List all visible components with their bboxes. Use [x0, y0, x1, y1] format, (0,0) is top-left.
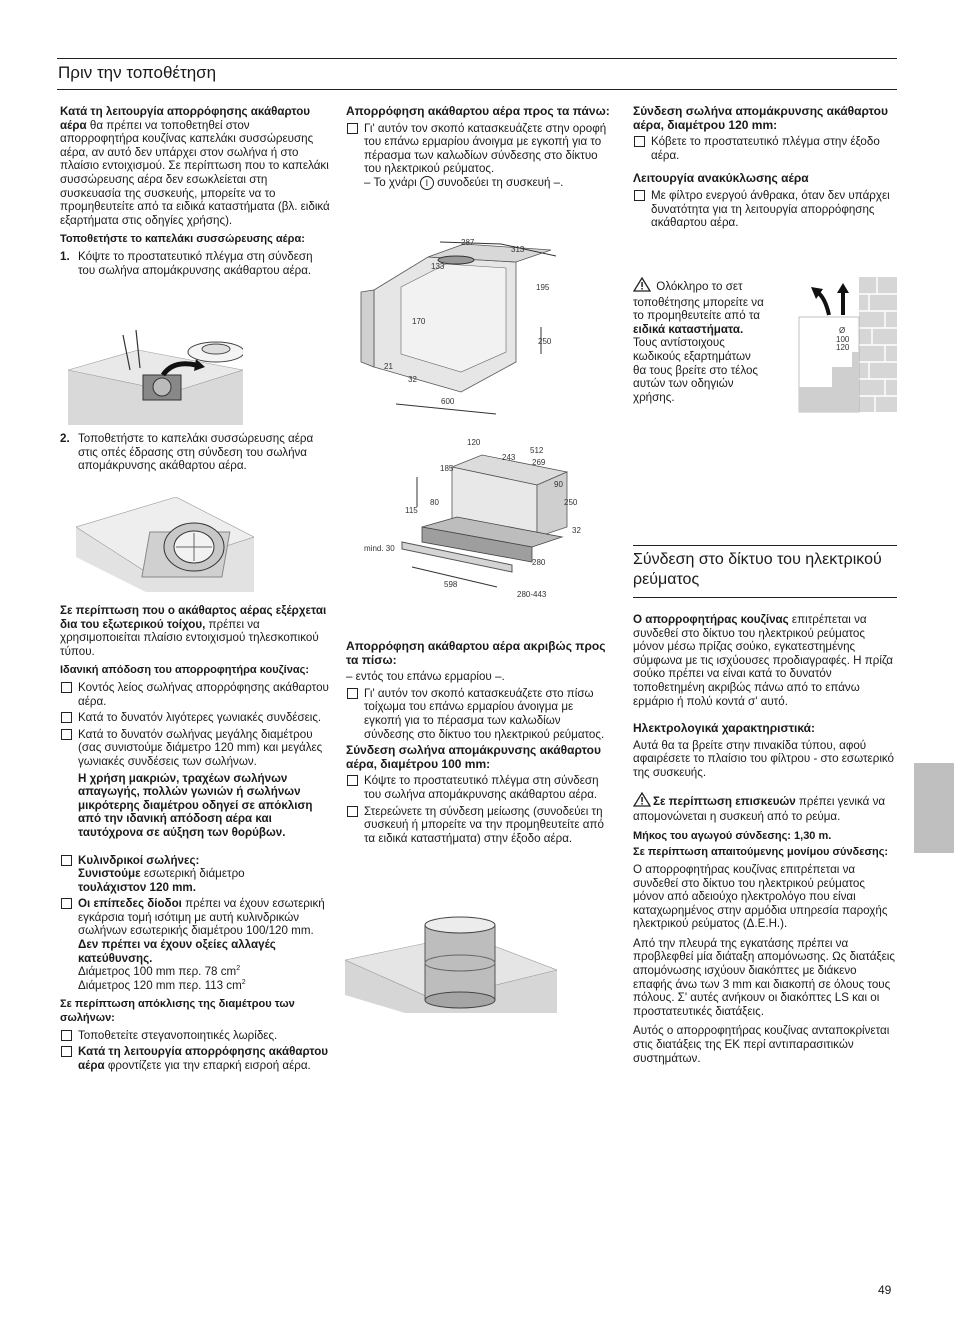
- wall-paragraph: Σε περίπτωση που ο ακάθαρτος αέρας εξέρχεται δια του εξωτερικού τοίχου, πρέπει να χρησιμοποιείται πλαίσιο εντοιχισμού τηλεσκοπικού τύπου.: [60, 604, 327, 658]
- checkbox-icon: [61, 898, 72, 909]
- dim-195: 195: [536, 283, 550, 292]
- dim-133: 133: [431, 262, 445, 271]
- section-rule: [633, 597, 897, 598]
- deviation-heading: Σε περίπτωση απόκλισης της διαμέτρου των σωλήνων:: [60, 998, 295, 1025]
- dim-100: 100: [836, 335, 850, 344]
- upward-heading: Απορρόφηση ακάθαρτου αέρα προς τα πάνω:: [346, 104, 610, 118]
- checkbox-icon: [347, 806, 358, 817]
- dim-269: 269: [532, 458, 546, 467]
- checkbox-icon: [634, 136, 645, 147]
- backward-heading: Απορρόφηση ακάθαρτου αέρα ακριβώς προς τα πίσω:: [346, 639, 606, 667]
- dim-185: 185: [440, 464, 454, 473]
- title-rule: [57, 89, 897, 90]
- page-number: 49: [878, 1283, 892, 1297]
- permanent-heading: Σε περίπτωση απαιτούμενης μονίμου σύνδεσης:: [633, 846, 889, 859]
- checkbox-icon: [347, 688, 358, 699]
- dim-243: 243: [502, 453, 516, 462]
- column-3: [633, 105, 895, 233]
- dim-600: 600: [441, 397, 455, 406]
- ideal-note: Η χρήση μακριών, τραχέων σωλήνων απαγωγής, πολλών γωνιών ή σωλήνων μικρότερης διαμέτρου οδηγεί σε απόκλιση από την ιδανική απόδοση αέρα και ταυτόχρονα σε αύξηση των θορύβων.: [78, 771, 313, 839]
- ideal-item: Κοντός λείος σωλήνας απορρόφησης ακάθαρτου αέρα.: [60, 681, 330, 708]
- backward-sub: – εντός του επάνω ερμαρίου –.: [346, 670, 505, 684]
- cabinet-cutout-diagram: [356, 232, 578, 422]
- permanent-paragraph-3: Αυτός ο απορροφητήρας κουζίνας ανταποκρίνεται στις διατάξεις της ΕΚ περί αντιπαρασιτικών συστημάτων.: [633, 1024, 890, 1065]
- column-3-b: [633, 613, 895, 1071]
- reducer-illustration: [345, 915, 557, 1013]
- duct-100-heading: Σύνδεση σωλήνα απομάκρυνσης ακάθαρτου αέρα, διαμέτρου 100 mm:: [346, 743, 601, 771]
- specs-heading: Ηλεκτρολογικά χαρακτηριστικά:: [633, 721, 816, 736]
- duct-100-item: Στερεώνετε τη σύνδεση μείωσης (συνοδεύει τη συσκευή ή μπορείτε να την προμηθευτείτε από τα ειδικά καταστήματα) στην έξοδο αέρα.: [346, 805, 610, 846]
- template-icon: I: [420, 176, 434, 190]
- dim-120: 120: [836, 343, 850, 352]
- side-tab: [914, 763, 954, 853]
- electric-paragraph: Ο απορροφητήρας κουζίνας επιτρέπεται να συνδεθεί στο δίκτυο του ηλεκτρικού ρεύματος μόνον μέσω πρίζας σούκο, εγκατεστημένης σύμφωνα με τις ισχύουσες προδιαγραφές. Η πρίζα σούκο πρέπει να είναι κατά το δυνατόν τοποθετημένη ακριβώς πάνω από το επάνω ερμάριο ή πολύ κοντά σ' αυτό.: [633, 613, 893, 708]
- specs-paragraph: Αυτά θα τα βρείτε στην πινακίδα τύπου, αφού αφαιρέσετε το πλαίσιο του φίλτρου - στο εσωτερικό της συσκευής.: [633, 738, 894, 779]
- warning-icon: [633, 277, 651, 296]
- deviation-item: Κατά τη λειτουργία απορρόφησης ακάθαρτου αέρα φροντίζετε για την επαρκή εισροή αέρα.: [60, 1045, 330, 1072]
- column-1-b: [60, 432, 330, 477]
- column-1-c: [60, 604, 330, 1075]
- checkbox-icon: [634, 190, 645, 201]
- dim-280: 280: [532, 558, 546, 567]
- dim-115: 115: [405, 506, 418, 515]
- checkbox-icon: [61, 682, 72, 693]
- wall-duct-illustration: [797, 277, 897, 417]
- step-2: 2. Τοποθετήστε το καπελάκι συσσώρευσης αέρα στις οπές έδρασης στη σύνδεση του σωλήνα απομάκρυνσης ακάθαρτου αέρα.: [60, 432, 314, 473]
- kit-note: Ολόκληρο το σετ τοποθέτησης μπορείτε να το προμηθευτείτε από τα ειδικά καταστήματα. Τους αντίστοιχους κωδικούς εξαρτημάτων θα τους βρείτε στο τέλος αυτών των οδηγιών χρήσης.: [633, 277, 765, 404]
- checkbox-icon: [61, 1046, 72, 1057]
- dim-32: 32: [572, 526, 581, 535]
- checkbox-icon: [347, 123, 358, 134]
- repair-warning: Σε περίπτωση επισκευών πρέπει γενικά να απομονώνεται η συσκευή από το ρεύμα.: [633, 792, 895, 824]
- hood-dimension-diagram: [362, 437, 592, 612]
- dim-80: 80: [430, 498, 439, 507]
- checkbox-icon: [347, 775, 358, 786]
- ideal-item: Κατά το δυνατόν λιγότερες γωνιακές συνδέσεις.: [60, 711, 330, 725]
- column-2-b: [346, 640, 610, 848]
- top-rule: [57, 58, 897, 59]
- cap-fitting-illustration: [68, 330, 243, 425]
- dim-mind-30: mind. 30: [364, 544, 395, 553]
- column-2: [346, 105, 610, 193]
- ideal-heading: Ιδανική απόδοση του απορροφητήρα κουζίνας:: [60, 664, 309, 677]
- dim-32: 32: [408, 375, 417, 384]
- checkbox-icon: [61, 1030, 72, 1041]
- dim-280-443: 280-443: [517, 590, 547, 599]
- section-rule: [633, 545, 897, 546]
- dim-598: 598: [444, 580, 458, 589]
- page-title: Πριν την τοποθέτηση: [58, 63, 217, 82]
- dim-21: 21: [384, 362, 393, 371]
- dim-90: 90: [554, 480, 563, 489]
- checkbox-icon: [61, 729, 72, 740]
- column-1: [60, 105, 330, 281]
- dim-512: 512: [530, 446, 544, 455]
- recirculation-heading: Λειτουργία ανακύκλωσης αέρα: [633, 171, 809, 186]
- duct-120-item: Κόβετε το προστατευτικό πλέγμα στην έξοδο αέρα.: [633, 135, 895, 162]
- warning-icon: [633, 792, 651, 811]
- fit-heading: Τοποθετήστε το καπελάκι συσσώρευσης αέρα:: [60, 233, 305, 246]
- dim-313: 313: [511, 245, 525, 254]
- checkbox-icon: [61, 712, 72, 723]
- duct-120-heading: Σύνδεση σωλήνα απομάκρυνσης ακάθαρτου αέρα, διαμέτρου 120 mm:: [633, 104, 888, 132]
- upward-item: Γι' αυτόν τον σκοπό κατασκευάζετε στην οροφή του επάνω ερμαρίου άνοιγμα με εγκοπή για το πέρασμα των καλωδίων σύνδεσης στο δίκτυο του ηλεκτρικού ρεύματος. – Το χνάρι I συνοδεύει τη συσκευή –.: [346, 122, 610, 190]
- dim-250: 250: [538, 337, 552, 346]
- dim-287: 287: [461, 238, 475, 247]
- dim-250: 250: [564, 498, 578, 507]
- recirculation-item: Με φίλτρο ενεργού άνθρακα, όταν δεν υπάρχει δυνατότητα για τη λειτουργία απορρόφησης ακάθαρτου αέρα.: [633, 189, 895, 230]
- checkbox-icon: [61, 855, 72, 866]
- ideal-item: Κατά το δυνατόν σωλήνας μεγάλης διαμέτρου (σας συνιστούμε διάμετρο 120 mm) και μεγάλες γωνιακές συνδέσεις των σωλήνων.: [60, 728, 330, 769]
- flat-duct-item: Οι επίπεδες δίοδοι πρέπει να έχουν εσωτερική εγκάρσια τομή ισότιμη με αυτή κυλινδρικών σωλήνων εσωτερικής διαμέτρου 100/120 mm. Δεν πρέπει να έχουν οξείες αλλαγές κατεύθυνσης. Διάμετρος 100 mm περ. 78 $cm^2$ Διάμετρος 120 mm περ. 113 $cm^2$: [60, 897, 330, 992]
- permanent-paragraph-1: Ο απορροφητήρας κουζίνας επιτρέπεται να συνδεθεί στο δίκτυο του ηλεκτρικού ρεύματος μόνον από αδειούχο ηλεκτρολόγο που είναι καταχωρημένος στην αρμόδια υπηρεσία παροχής ηλεκτρικού ρεύματος (Δ.Ε.Η.).: [633, 862, 888, 931]
- dim-170: 170: [412, 317, 426, 326]
- intro-paragraph: Κατά τη λειτουργία απορρόφησης ακάθαρτου αέρα θα πρέπει να τοποθετηθεί στον απορροφητήρα κουζίνας καπελάκι συσσώρευσης αέρα, αν αυτό δεν υπάρχει στον σωλήνα ή στο πλαίσιο εντοιχισμού. Σε περίπτωση που το καπελάκι συσσώρευσης αέρα δεν εσωκλείεται στη συσκευασία της συσκευής, μπορείτε να το προμηθευτείτε από τα ειδικά καταστήματα (βλ. ειδικά εξαρτήματα στις οδηγίες χρήσης).: [60, 105, 330, 227]
- diameter-symbol: Ø: [839, 326, 846, 335]
- duct-100-item: Κόψτε το προστατευτικό πλέγμα στη σύνδεση του σωλήνα απομάκρυνσης ακάθαρτου αέρα.: [346, 774, 610, 801]
- cable-length: Μήκος του αγωγού σύνδεσης: 1,30 m.: [633, 829, 832, 842]
- deviation-item: Τοποθετείτε στεγανοποιητικές λωρίδες.: [60, 1029, 330, 1043]
- backward-item: Γι' αυτόν τον σκοπό κατασκευάζετε στο πίσω τοίχωμα του επάνω ερμαρίου άνοιγμα με εγκοπή για το πέρασμα των καλωδίων σύνδεσης στο δίκτυο του ηλεκτρικού ρεύματος.: [346, 687, 610, 741]
- dim-120: 120: [467, 438, 481, 447]
- electric-section-title: Σύνδεση στο δίκτυο του ηλεκτρικού ρεύματος: [633, 551, 882, 588]
- cylinder-item: Κυλινδρικοί σωλήνες: Συνιστούμε εσωτερική διάμετρο τουλάχιστον 120 mm.: [60, 854, 330, 895]
- step-1: 1. Κόψτε το προστατευτικό πλέγμα στη σύνδεση του σωλήνα απομάκρυνσης ακάθαρτου αέρα.: [60, 249, 313, 277]
- permanent-paragraph-2: Από την πλευρά της εγκατάσης πρέπει να προβλεφθεί μία διάταξη απομόνωσης. Ως διατάξεις απομόνωσης ισχύουν διακόπτες με διάκενο επαφής άνω των 3 mm και διακοπή σε όλους τους πόλους. Σ' αυτές ανήκουν οι διακόπτες LS και οι προστατευτικές διατάξεις.: [633, 936, 895, 1018]
- cap-installed-illustration: [76, 497, 254, 592]
